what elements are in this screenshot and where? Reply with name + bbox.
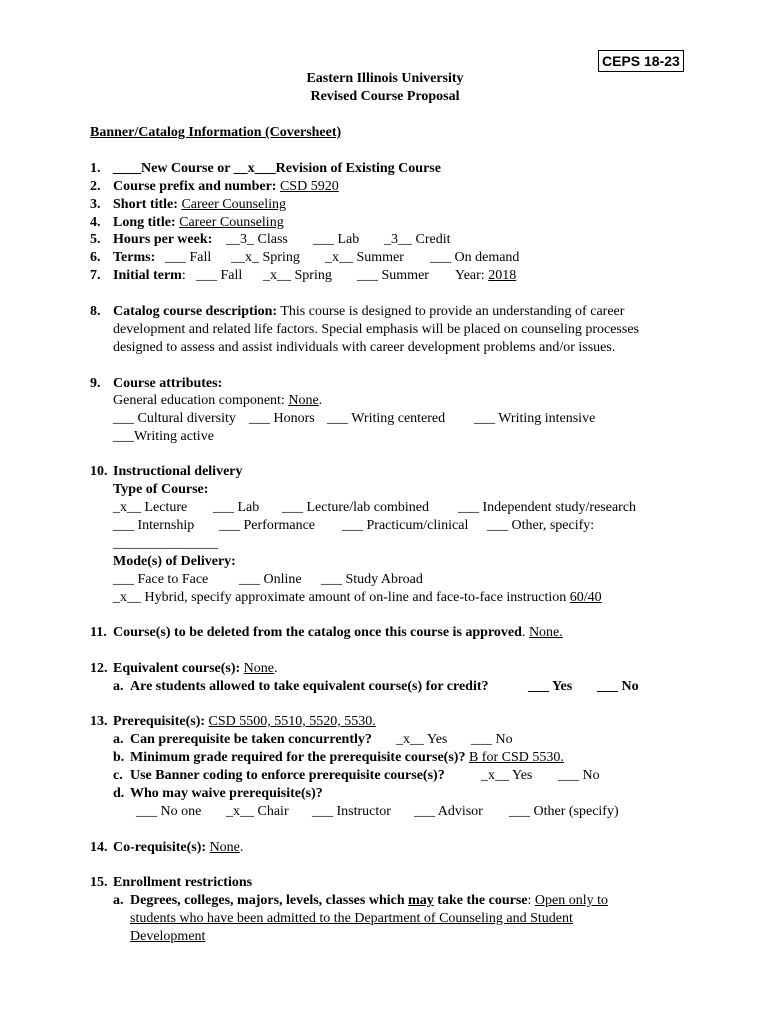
deleted-dot: . xyxy=(521,625,526,640)
item-number-9: 9. xyxy=(90,376,101,391)
gen-ed-value: None xyxy=(288,393,319,408)
prereq-a-letter: a. xyxy=(113,732,124,747)
initial-term-spring: _x__ Spring xyxy=(263,268,332,283)
enrollment-label: Enrollment restrictions xyxy=(113,875,253,890)
hours-lab: ___ Lab xyxy=(313,232,360,247)
prereq-d-letter: d. xyxy=(113,786,125,801)
prereq-grade-value: B for CSD 5530. xyxy=(468,750,564,765)
type-internship: ___ Internship xyxy=(113,518,195,533)
prerequisite-value: CSD 5500, 5510, 5520, 5530. xyxy=(208,714,376,729)
item-number-1: 1. xyxy=(90,161,101,176)
short-title-value: Career Counseling xyxy=(181,197,287,212)
mode-online: ___ Online xyxy=(239,572,302,587)
equivalent-no: ___ No xyxy=(597,679,639,694)
university-name: Eastern Illinois University xyxy=(306,71,464,86)
attr-cultural-diversity: ___ Cultural diversity xyxy=(113,411,236,426)
terms-fall: ___ Fall xyxy=(165,250,212,265)
prereq-grade-line xyxy=(130,749,564,767)
deleted-courses-line xyxy=(113,624,563,642)
prereq-concurrent-yes: _x__ Yes xyxy=(396,732,448,747)
type-independent-study: ___ Independent study/research xyxy=(458,500,637,515)
item-number-14: 14. xyxy=(90,840,108,855)
description-line-3: designed to assess and assist individuals with career development problems and/or issues. xyxy=(113,340,616,355)
corequisite-end: . xyxy=(239,840,244,855)
equivalent-end: . xyxy=(274,661,278,676)
description-line-1 xyxy=(113,303,624,321)
description-label: Catalog course description: xyxy=(113,304,278,319)
year-label: Year: xyxy=(455,268,485,283)
equivalent-question: Are students allowed to take equivalent course(s) for credit? xyxy=(130,679,489,694)
attr-writing-intensive: ___ Writing intensive xyxy=(474,411,596,426)
item-number-6: 6. xyxy=(90,250,101,265)
long-title-label: Long title: xyxy=(113,215,176,230)
delivery-label: Instructional delivery xyxy=(113,464,243,479)
hybrid-text: _x__ Hybrid, specify approximate amount of on-line and face-to-face instruction xyxy=(113,590,567,605)
section-heading: Banner/Catalog Information (Coversheet) xyxy=(90,125,342,140)
document-code-box: CEPS 18-23 xyxy=(598,50,684,72)
mode-hybrid xyxy=(113,589,602,607)
enroll-value-2: students who have been admitted to the Department of Counseling and Student xyxy=(130,911,573,926)
equivalent-a-letter: a. xyxy=(113,679,124,694)
terms-spring: __x_ Spring xyxy=(231,250,300,265)
corequisite-line xyxy=(113,839,243,857)
description-line-2: development and related life factors. Special emphasis will be placed on counseling processes xyxy=(113,322,639,337)
hours-class: __3_ Class xyxy=(226,232,288,247)
item-number-15: 15. xyxy=(90,875,108,890)
item-number-4: 4. xyxy=(90,215,101,230)
deleted-courses-label: Course(s) to be deleted from the catalog once this course is approved xyxy=(113,625,522,640)
enroll-question-pre: Degrees, colleges, majors, levels, classes which xyxy=(130,893,405,908)
prereq-waive-question: Who may waive prerequisite(s)? xyxy=(130,786,323,801)
terms-on-demand: ___ On demand xyxy=(430,250,520,265)
document-title: Revised Course Proposal xyxy=(310,89,460,104)
terms-label: Terms: xyxy=(113,250,156,265)
prereq-concurrent-no: ___ No xyxy=(471,732,513,747)
long-title-value: Career Counseling xyxy=(179,215,284,230)
attr-writing-centered: ___ Writing centered xyxy=(327,411,446,426)
terms-summer: _x__ Summer xyxy=(325,250,404,265)
item-3-short-title xyxy=(113,196,286,214)
type-lecture: _x__ Lecture xyxy=(113,500,188,515)
equivalent-yes: ___ Yes xyxy=(528,679,573,694)
attributes-label: Course attributes: xyxy=(113,376,223,391)
enroll-question-line xyxy=(130,892,608,910)
prereq-banner-question: Use Banner coding to enforce prerequisite course(s)? xyxy=(130,768,445,783)
course-prefix-value: CSD 5920 xyxy=(279,179,339,194)
type-other: ___ Other, specify: xyxy=(487,518,595,533)
initial-term-summer: ___ Summer xyxy=(357,268,429,283)
item-number-13: 13. xyxy=(90,714,108,729)
hours-credit: _3__ Credit xyxy=(384,232,451,247)
prereq-c-letter: c. xyxy=(113,768,123,783)
prerequisite-label: Prerequisite(s): xyxy=(113,714,206,729)
equivalent-line xyxy=(113,660,278,678)
gen-ed-end: . xyxy=(318,393,323,408)
item-number-8: 8. xyxy=(90,304,101,319)
year-value: 2018 xyxy=(488,268,517,283)
item-number-2: 2. xyxy=(90,179,101,194)
prereq-concurrent-question: Can prerequisite be taken concurrently? xyxy=(130,732,372,747)
item-number-12: 12. xyxy=(90,661,108,676)
initial-term-colon: : xyxy=(181,268,186,283)
initial-term-year xyxy=(455,267,516,285)
item-number-3: 3. xyxy=(90,197,101,212)
prerequisite-line xyxy=(113,713,376,731)
short-title-label: Short title: xyxy=(113,197,178,212)
enroll-a-letter: a. xyxy=(113,893,124,908)
type-other-blank: _______________ xyxy=(113,536,218,551)
attr-writing-active: ___Writing active xyxy=(113,429,214,444)
enroll-question-may: may xyxy=(408,893,434,908)
item-number-11: 11. xyxy=(90,625,107,640)
item-4-long-title xyxy=(113,214,284,232)
type-performance: ___ Performance xyxy=(219,518,316,533)
enroll-question-post: take the course xyxy=(437,893,528,908)
prereq-banner-no: ___ No xyxy=(558,768,600,783)
item-number-7: 7. xyxy=(90,268,101,283)
mode-face-to-face: ___ Face to Face xyxy=(113,572,209,587)
type-of-course-label: Type of Course: xyxy=(113,482,209,497)
mode-study-abroad: ___ Study Abroad xyxy=(321,572,423,587)
gen-ed-label: General education component: xyxy=(113,393,285,408)
mode-of-delivery-label: Mode(s) of Delivery: xyxy=(113,554,236,569)
corequisite-value: None xyxy=(209,840,240,855)
type-lab: ___ Lab xyxy=(213,500,260,515)
item-number-10: 10. xyxy=(90,464,108,479)
enroll-colon: : xyxy=(527,893,532,908)
type-lecture-lab: ___ Lecture/lab combined xyxy=(282,500,429,515)
deleted-courses-value: None. xyxy=(528,625,563,640)
item-1-course-type: ____New Course or __x___Revision of Existing Course xyxy=(113,161,441,176)
equivalent-label: Equivalent course(s): xyxy=(113,661,241,676)
item-2-course-prefix xyxy=(113,178,339,196)
initial-term-fall: ___ Fall xyxy=(196,268,243,283)
hours-label: Hours per week: xyxy=(113,232,213,247)
prereq-b-letter: b. xyxy=(113,750,125,765)
initial-term-label-text: Initial term xyxy=(113,268,182,283)
equivalent-value: None xyxy=(243,661,274,676)
enroll-value-3: Development xyxy=(130,929,206,944)
corequisite-label: Co-requisite(s): xyxy=(113,840,207,855)
initial-term-label xyxy=(113,267,186,285)
item-number-5: 5. xyxy=(90,232,101,247)
type-practicum: ___ Practicum/clinical xyxy=(342,518,469,533)
waive-other: ___ Other (specify) xyxy=(509,804,619,819)
waive-no-one: ___ No one xyxy=(136,804,202,819)
gen-ed-line xyxy=(113,392,322,410)
waive-instructor: ___ Instructor xyxy=(312,804,391,819)
enroll-value-1: Open only to xyxy=(534,893,608,908)
course-prefix-label: Course prefix and number: xyxy=(113,179,277,194)
prereq-banner-yes: _x__ Yes xyxy=(481,768,533,783)
attr-honors: ___ Honors xyxy=(249,411,315,426)
hybrid-value: 60/40 xyxy=(569,590,602,605)
prereq-grade-question: Minimum grade required for the prerequisite course(s)? xyxy=(130,750,466,765)
waive-chair: _x__ Chair xyxy=(226,804,289,819)
waive-advisor: ___ Advisor xyxy=(414,804,483,819)
description-text-1: This course is designed to provide an understanding of career xyxy=(280,304,625,319)
